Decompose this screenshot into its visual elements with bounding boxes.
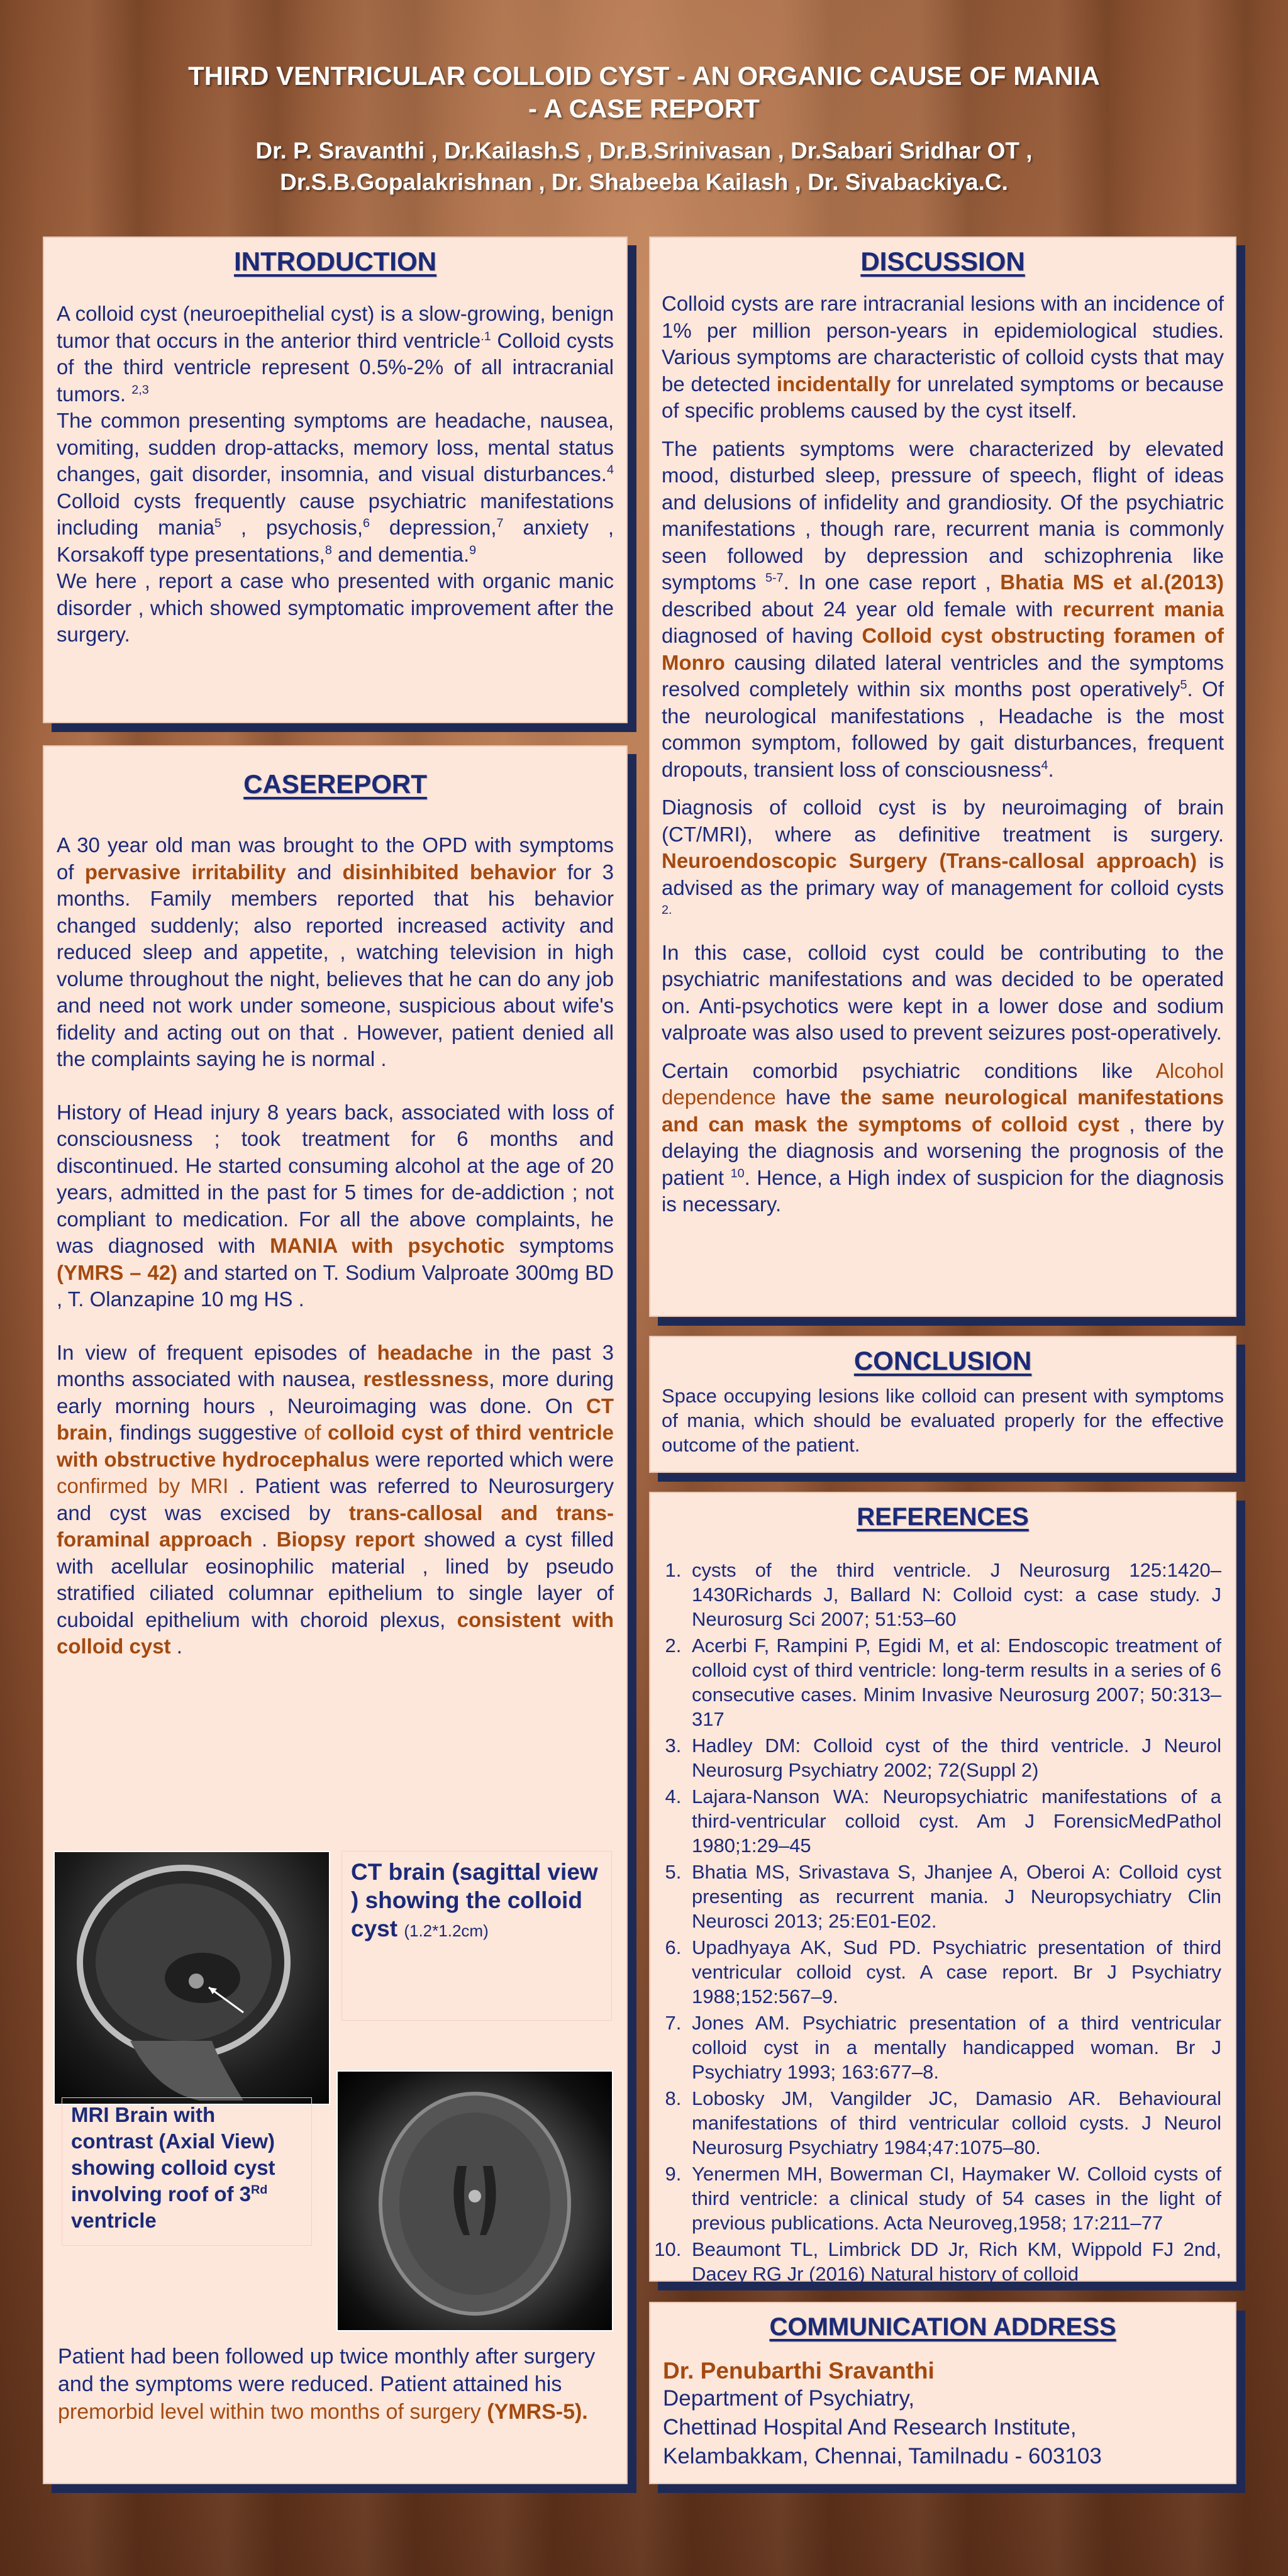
reference-item: 5. Bhatia MS, Srivastava S, Jhanjee A, Oberoi A: Colloid cyst presenting as recurrent mania. J Neuropsychiatry Clin Neurosci 2013; 25:E01-E02.: [687, 1860, 1221, 1933]
discussion-paragraph-5: [662, 1058, 1224, 1218]
mri-scan-graphic: [338, 2072, 612, 2330]
text: The common presenting symptoms are headache, nausea, vomiting, sudden drop-attacks, memory loss, mental status changes, gait disorder, insomnia, and visual disturbances.: [57, 409, 614, 486]
highlight: premorbid level within two months of surgery: [58, 2400, 481, 2424]
highlight: trans-callosal and trans-foraminal approach: [57, 1501, 614, 1551]
text: . Of the neurological manifestations , Headache is the most common symptom, followed by gait disturbances, frequent dropouts, transient loss of consciousness: [662, 677, 1224, 781]
authors-line-2: Dr.S.B.Gopalakrishnan , Dr. Shabeeba Kailash , Dr. Sivabackiya.C.: [280, 169, 1008, 195]
reference-item: 10. Beaumont TL, Limbrick DD Jr, Rich KM, Wippold FJ 2nd, Dacey RG Jr (2016) Natural history of colloid: [687, 2237, 1221, 2286]
text: Certain comorbid psychiatric conditions like: [662, 1058, 1156, 1082]
case-report-panel: [43, 745, 628, 2484]
citation: .1: [480, 329, 491, 343]
text: A 30 year old man was brought to the OPD with symptoms of: [57, 833, 614, 884]
contact-department: Department of Psychiatry,: [663, 2386, 915, 2411]
highlight: the same neurological manifestations and can mask the symptoms of colloid cyst: [662, 1085, 1224, 1136]
case-followup: [58, 2343, 611, 2426]
highlight: (YMRS – 42): [57, 1260, 178, 1284]
text: Colloid cysts of the third ventricle represent 0.5%-2% of all intracranial tumors.: [57, 328, 614, 406]
text: A colloid cyst (neuroepithelial cyst) is a slow-growing, benign tumor that occurs in the anterior third ventricle: [57, 302, 614, 352]
text: is advised as the primary way of management for colloid cysts: [662, 849, 1224, 899]
highlight: Bhatia MS et al.(2013): [1000, 570, 1224, 594]
reference-item: 4. Lajara-Nanson WA: Neuropsychiatric manifestations of a third-ventricular colloid cyst. Am J ForensicMedPathol 1980;1:29–45: [687, 1784, 1221, 1858]
reference-item: 9. Yenermen MH, Bowerman CI, Haymaker W. Colloid cysts of third ventricle: a clinical study of 54 cases in the light of previous publications. Acta Neuroveg,1958; 17:211–77: [687, 2162, 1221, 2235]
text: , findings suggestive: [107, 1421, 304, 1444]
highlight: CT brain: [57, 1394, 614, 1444]
highlight: recurrent mania: [1063, 597, 1224, 621]
reference-item: 6. Upadhyaya AK, Sud PD. Psychiatric presentation of third ventricular colloid cyst. A case report. Br J Psychiatry 1988;152:567–9.: [687, 1935, 1221, 2009]
intro-paragraph-2: [57, 408, 614, 568]
conclusion-title: CONCLUSION: [853, 1346, 1032, 1375]
introduction-title: INTRODUCTION: [234, 247, 436, 276]
text: .: [252, 1528, 277, 1551]
conclusion-panel: [649, 1336, 1236, 1473]
discussion-title: DISCUSSION: [860, 247, 1025, 276]
ct-brain-sagittal-image: [53, 1851, 330, 2105]
highlight: incidentally: [776, 372, 891, 396]
highlight: confirmed by MRI: [57, 1474, 229, 1497]
title-line-2: - A CASE REPORT: [528, 94, 760, 123]
intro-paragraph-1: [57, 301, 614, 408]
highlight: of: [304, 1421, 328, 1444]
caption-text: MRI Brain with contrast (Axial View) showing colloid cyst involving roof of 3: [71, 2103, 275, 2206]
highlight: Colloid cyst obstructing foramen of Monro: [662, 624, 1224, 674]
text: in the past 3 months associated with nausea,: [57, 1340, 614, 1391]
highlight: headache: [377, 1340, 473, 1364]
mri-brain-axial-image: [336, 2070, 613, 2331]
text: and: [286, 860, 343, 884]
reference-item: 1. cysts of the third ventricle. J Neurosurg 125:1420–1430Richards J, Ballard N: Colloid cyst: a case study. J Neurosurg Sci 2007; 51:53–60: [687, 1558, 1221, 1631]
discussion-panel: [649, 236, 1236, 1317]
citation: 4: [1041, 758, 1048, 772]
text: The patients symptoms were characterized by elevated mood, disturbed sleep, pressure of speech, flight of ideas and delusions of infidelity and grandiosity. Of the psychiatric manifestations , though rare, recurrent mania is commonly seen followed by depression and schizophrenia like symptoms: [662, 436, 1224, 594]
text: and dementia.: [331, 542, 470, 566]
text: Diagnosis of colloid cyst is by neuroimaging of brain (CT/MRI), where as definitive treatment is surgery.: [662, 796, 1224, 846]
discussion-paragraph-3: [662, 794, 1224, 928]
highlight: colloid cyst of third ventricle with obstructive hydrocephalus: [57, 1421, 614, 1471]
ct-scan-graphic: [55, 1852, 329, 2104]
introduction-body: [44, 301, 626, 648]
highlight: restlessness: [363, 1367, 489, 1391]
intro-paragraph-3: We here , report a case who presented with organic manic disorder , which showed symptomatic improvement after the surgery.: [57, 569, 614, 646]
cyst-size: (1.2*1.2cm): [404, 1921, 489, 1940]
citation: 5: [214, 516, 222, 530]
text: anxiety , Korsakoff type presentations,: [57, 516, 614, 566]
references-title: REFERENCES: [857, 1503, 1029, 1531]
author-list: [0, 135, 1288, 198]
reference-item: 8. Lobosky JM, Vangilder JC, Damasio AR. Behavioural manifestations of third ventricular colloid cysts. J Neurol Neurosurg Psychiatry 1984;47:1075–80.: [687, 2086, 1221, 2160]
text: described about 24 year old female with: [662, 597, 1063, 621]
contact-address: Kelambakkam, Chennai, Tamilnadu - 603103: [663, 2444, 1102, 2468]
text: for 3 months. Family members reported that his behavior changed suddenly; also reported increased activity and reduced sleep and appetite, , watching television in high volume throughout the night, believes that he can do any job and need not work under someone, suspicious about wife's fidelity and acting out on that . However, patient denied all the complaints saying he is normal .: [57, 860, 614, 1070]
authors-line-1: Dr. P. Sravanthi , Dr.Kailash.S , Dr.B.Srinivasan , Dr.Sabari Sridhar OT ,: [255, 138, 1033, 164]
reference-item: 3. Hadley DM: Colloid cyst of the third ventricle. J Neurol Neurosurg Psychiatry 2002; 72(Suppl 2): [687, 1733, 1221, 1782]
case-paragraph-1: [57, 832, 614, 1073]
contact-institution: Chettinad Hospital And Research Institute,: [663, 2415, 1077, 2440]
text: symptoms: [504, 1234, 614, 1257]
reference-item: 7. Jones AM. Psychiatric presentation of a third ventricular colloid cyst in a mentally handicapped woman. Br J Psychiatry 1993; 163:677–8.: [687, 2011, 1221, 2084]
text: [481, 2400, 487, 2424]
title-line-1: THIRD VENTRICULAR COLLOID CYST - AN ORGANIC CAUSE OF MANIA: [188, 61, 1100, 91]
case-paragraph-2: [57, 1099, 614, 1313]
communication-title: COMMUNICATION ADDRESS: [769, 2313, 1116, 2341]
text: .: [170, 1635, 182, 1658]
text: depression,: [370, 516, 497, 539]
reference-list: [663, 1558, 1221, 2286]
case-paragraph-3: [57, 1340, 614, 1660]
highlight: Neuroendoscopic Surgery (Trans-callosal approach): [662, 849, 1197, 872]
discussion-body: [650, 291, 1235, 1218]
text: . In one case report ,: [783, 570, 1001, 594]
discussion-paragraph-2: [662, 436, 1224, 784]
text: Patient had been followed up twice monthly after surgery and the symptoms were reduced. Patient attained his: [58, 2345, 596, 2396]
text: In view of frequent episodes of: [57, 1340, 377, 1364]
text: , more during early morning hours , Neuroimaging was done. On: [57, 1367, 614, 1418]
text: , psychosis,: [221, 516, 363, 539]
citation: 5: [1180, 678, 1187, 692]
discussion-paragraph-4: In this case, colloid cyst could be contributing to the psychiatric manifestations and was decided to be operated on. Anti-psychotics were kept in a lower dose and sodium valproate was also used to prevent seizures post-operatively.: [662, 940, 1224, 1044]
highlight: consistent with colloid cyst: [57, 1607, 614, 1658]
text: causing dilated lateral ventricles and the symptoms resolved completely within six months post operatively: [662, 650, 1224, 701]
citation: 5-7: [765, 571, 784, 585]
mri-image-caption: [62, 2097, 312, 2246]
contact-name: Dr. Penubarthi Sravanthi: [663, 2358, 935, 2384]
text: . Hence, a High index of suspicion for the diagnosis is necessary.: [662, 1165, 1224, 1216]
citation: 2.: [662, 903, 672, 917]
text: have: [775, 1085, 841, 1109]
citation: 10: [730, 1166, 745, 1180]
citation: 7: [496, 516, 504, 530]
text: History of Head injury 8 years back, associated with loss of consciousness ; took treatment for 6 months and discontinued. He started consuming alcohol at the age of 20 years, admitted in the past for 5 times for de-addiction ; not compliant to medication. For all the above complaints, he was diagnosed with: [57, 1100, 614, 1257]
highlight: Alcohol dependence: [662, 1058, 1224, 1109]
citation: 8: [325, 543, 332, 557]
poster-title: [0, 60, 1288, 125]
superscript: Rd: [251, 2183, 268, 2197]
text: were reported which were: [369, 1447, 614, 1471]
citation: 2,3: [131, 382, 149, 397]
case-report-body: [44, 832, 626, 1660]
caption-text: ventricle: [71, 2209, 157, 2232]
text: showed a cyst filled with acellular eosinophilic material , lined by pseudo stratified ciliated columnar epithelium to single layer of cuboidal epithelium with choroid plexus,: [57, 1528, 614, 1631]
text: . Patient was referred to Neurosurgery and cyst was excised by: [57, 1474, 614, 1524]
highlight: MANIA with psychotic: [270, 1234, 505, 1257]
communication-panel: [649, 2302, 1236, 2484]
text: , there by delaying the diagnosis and worsening the prognosis of the patient: [662, 1112, 1224, 1189]
highlight: disinhibited behavior: [342, 860, 557, 884]
text: .: [1048, 757, 1054, 781]
text: Colloid cysts are rare intracranial lesions with an incidence of 1% per million person-years in epidemiological studies. Various symptoms are characteristic of colloid cysts that may be detected: [662, 292, 1224, 396]
discussion-paragraph-1: [662, 291, 1224, 425]
highlight: Biopsy report: [276, 1528, 415, 1551]
text: for unrelated symptoms or because of specific problems caused by the cyst itself.: [662, 372, 1224, 422]
references-panel: [649, 1492, 1236, 2285]
text: diagnosed of having: [662, 624, 862, 647]
introduction-panel: [43, 236, 628, 723]
caption-text: CT brain (sagittal view ) showing the colloid cyst: [351, 1859, 598, 1941]
text: and started on T. Sodium Valproate 300mg BD , T. Olanzapine 10 mg HS .: [57, 1260, 614, 1311]
ymrs-score: (YMRS-5).: [487, 2400, 588, 2424]
text: Colloid cysts frequently cause psychiatric manifestations including mania: [57, 489, 614, 539]
highlight: pervasive irritability: [84, 860, 286, 884]
conclusion-text: Space occupying lesions like colloid can present with symptoms of mania, which should be evaluated properly for the effective outcome of the patient.: [662, 1385, 1224, 1456]
citation: 4: [606, 463, 614, 477]
citation: 6: [363, 516, 370, 530]
poster-header: [0, 60, 1288, 198]
reference-item: 2. Acerbi F, Rampini P, Egidi M, et al: Endoscopic treatment of colloid cyst of third ventricle: long-term results in a series of 6 consecutive cases. Minim Invasive Neurosurg 2007; 50:313–317: [687, 1633, 1221, 1731]
citation: 9: [469, 543, 477, 557]
case-report-title: CASEREPORT: [243, 769, 427, 799]
ct-image-caption: [341, 1851, 612, 2021]
